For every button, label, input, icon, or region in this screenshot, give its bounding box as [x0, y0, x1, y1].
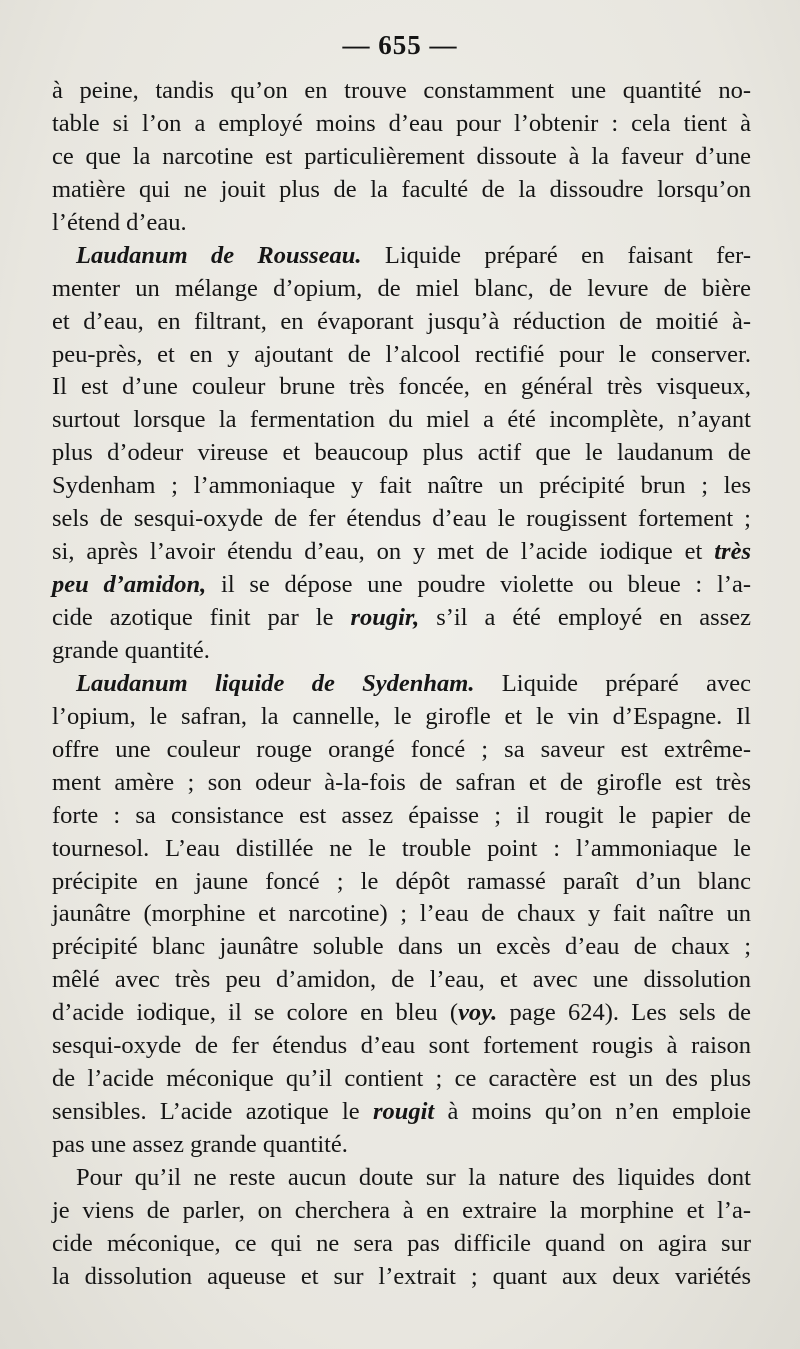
page-number: — 655 —	[342, 30, 458, 60]
text-line: grande quantité.	[52, 636, 210, 664]
text-line: à peine, tandis qu’on en trouve constamment une quantité no-	[52, 77, 751, 104]
section-term: Laudanum liquide de Sydenham.	[76, 669, 475, 697]
text-line: ment amère ; son odeur à-la-fois de safran et de girofle est très	[52, 768, 751, 796]
text-line: sesqui-oxyde de fer étendus d’eau sont fortement rougis à raison	[52, 1032, 751, 1060]
text-line: Laudanum de Rousseau. Liquide préparé en faisant fer-	[76, 241, 751, 269]
text-line: et d’eau, en filtrant, en évaporant jusqu’à réduction de moitié à-	[52, 307, 751, 335]
text-line: table si l’on a employé moins d’eau pour l’obtenir : cela tient à	[52, 109, 751, 137]
text-line: ce que la narcotine est particulièrement dissoute à la faveur d’une	[52, 142, 751, 170]
text-line: pas une assez grande quantité.	[52, 1131, 348, 1158]
text-line: cide méconique, ce qui ne sera pas difficile quand on agira sur	[52, 1229, 751, 1257]
text-line: sensibles. L’acide azotique le rougit à moins qu’on n’en emploie	[52, 1098, 751, 1126]
italic-term: très	[714, 538, 751, 566]
text-line: menter un mélange d’opium, de miel blanc, de levure de bière	[52, 274, 751, 302]
section-term: Laudanum de Rousseau.	[76, 241, 362, 269]
body-text	[52, 75, 751, 1294]
italic-term: rougir,	[350, 604, 420, 631]
text-line: offre une couleur rouge orangé foncé ; sa saveur est extrême-	[52, 735, 751, 763]
text-line: jaunâtre (morphine et narcotine) ; l’eau de chaux y fait naître un	[52, 900, 751, 928]
text-line: l’opium, le safran, la cannelle, le girofle et le vin d’Espagne. Il	[52, 702, 751, 730]
text-line: Laudanum liquide de Sydenham. Liquide préparé avec	[76, 669, 751, 697]
italic-term: rougit	[372, 1098, 435, 1126]
text-line: d’acide iodique, il se colore en bleu (voy. page 624). Les sels de	[52, 999, 751, 1027]
italic-term: voy.	[458, 999, 498, 1027]
text-line: tournesol. L’eau distillée ne le trouble point : l’ammoniaque le	[52, 834, 751, 862]
italic-term: peu d’amidon,	[52, 571, 207, 599]
text-line: la dissolution aqueuse et sur l’extrait ; quant aux deux variétés	[52, 1262, 751, 1290]
text-line: je viens de parler, on cherchera à en extraire la morphine et l’a-	[52, 1196, 751, 1224]
text-line: Il est d’une couleur brune très foncée, en général très visqueux,	[52, 373, 751, 401]
text-line: peu d’amidon, il se dépose une poudre violette ou bleue : l’a-	[52, 571, 751, 599]
text-line: peu-près, et en y ajoutant de l’alcool rectifié pour le conserver.	[52, 340, 751, 368]
text-line: précipite en jaune foncé ; le dépôt ramassé paraît d’un blanc	[52, 867, 751, 895]
text-line: sels de sesqui-oxyde de fer étendus d’eau le rougissent fortement ;	[52, 505, 751, 533]
text-line: cide azotique finit par le rougir, s’il a été employé en assez	[52, 604, 751, 631]
text-line: l’étend d’eau.	[52, 208, 187, 236]
text-line: Pour qu’il ne reste aucun doute sur la nature des liquides dont	[76, 1163, 751, 1191]
text-line: mêlé avec très peu d’amidon, de l’eau, et avec une dissolution	[52, 966, 751, 994]
text-line: Sydenham ; l’ammoniaque y fait naître un précipité brun ; les	[52, 472, 751, 500]
text-line: précipité blanc jaunâtre soluble dans un excès d’eau de chaux ;	[52, 933, 751, 961]
text-line: si, après l’avoir étendu d’eau, on y met de l’acide iodique et très	[52, 538, 751, 566]
text-line: forte : sa consistance est assez épaisse ; il rougit le papier de	[52, 801, 751, 829]
text-line: surtout lorsque la fermentation du miel a été incomplète, n’ayant	[52, 406, 751, 434]
text-line: de l’acide méconique qu’il contient ; ce caractère est un des plus	[52, 1065, 751, 1093]
text-line: matière qui ne jouit plus de la faculté de la dissoudre lorsqu’on	[52, 175, 751, 203]
text-line: plus d’odeur vireuse et beaucoup plus actif que le laudanum de	[52, 439, 751, 467]
